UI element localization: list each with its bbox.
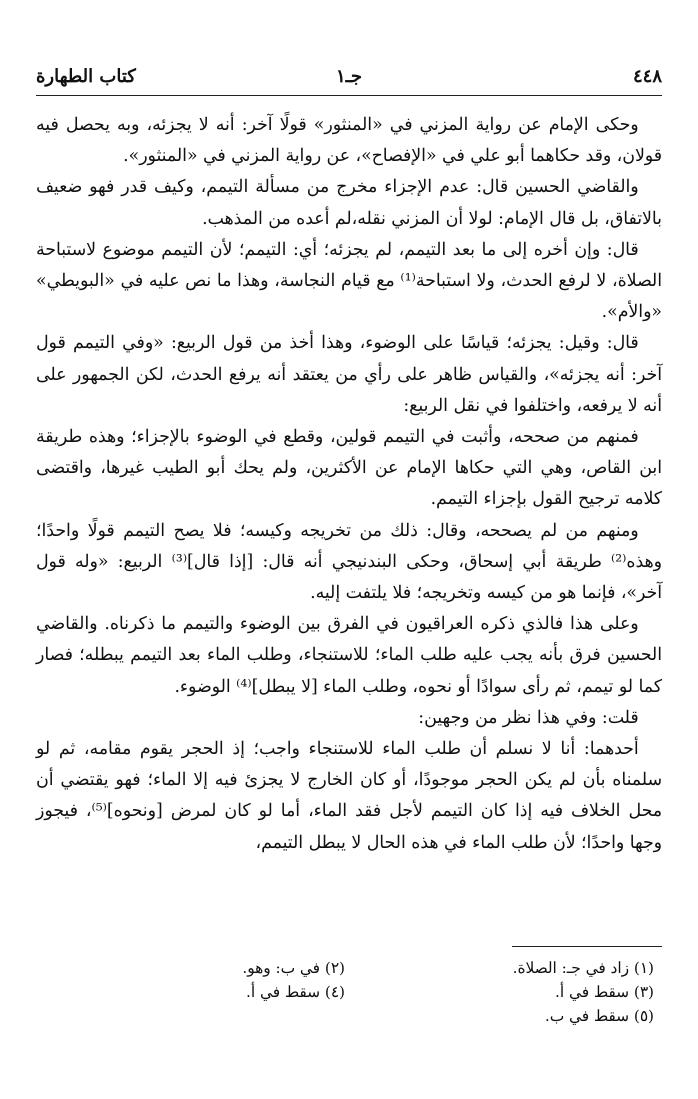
paragraph: وحكى الإمام عن رواية المزني في «المنثور» قولًا آخر: أنه لا يجزئه، وبه يحصل فيه قولان، وقد حكاهما أبو علي في «الإفصاح»، عن رواية المزني في «المنثور». xyxy=(36,115,662,167)
footnote: (١) زاد في جـ: الصلاة. xyxy=(512,959,654,977)
paragraph: وعلى هذا فالذي ذكره العراقيون في الفرق بين الوضوء والتيمم ما ذكرناه. والقاضي الحسين فرق بأنه يجب عليه طلب الماء؛ للاستنجاء، وطلب الماء بعد التيمم يبطله؛ فصار كما لو تيمم، ثم رأى سوادًا أو نحوه، وطلب الماء [لا يبطل]⁽⁴⁾ الوضوء. xyxy=(36,614,662,697)
volume-label: جـ١ xyxy=(335,66,363,87)
main-text xyxy=(36,104,662,859)
paragraph: قال: وإن أخره إلى ما بعد التيمم، لم يجزئه؛ أي: التيمم؛ لأن التيمم موضوع لاستباحة الصلاة، لا لرفع الحدث، ولا استباحة⁽¹⁾ مع قيام النجاسة، وهذا ما نص عليه في «البويطي» «والأم». xyxy=(36,239,662,323)
paragraph: أحدهما: أنا لا نسلم أن طلب الماء للاستنجاء واجب؛ إذ الحجر يقوم مقامه، ثم لو سلمناه بأن لم يكن الحجر موجودًا، أو كان الخارج لا يجزئ فيه إلا الماء؛ فهو يقتضي أن محل الخلاف فيه إذا كان التيمم لأجل فقد الماء، أما لو كان لمرض [ونحوه]⁽⁵⁾، فيجوز وجها واحدًا؛ لأن طلب الماء في هذه الحال لا يبطل التيمم، xyxy=(36,739,662,853)
book-title: كتاب الطهارة xyxy=(36,66,136,87)
paragraph: ومنهم من لم يصححه، وقال: ذلك من تخريجه وكيسه؛ فلا يصح التيمم قولًا واحدًا؛ وهذه⁽²⁾ طريقة أبي إسحاق، وحكى البندنيجي أنه قال: [إذا قال]⁽³⁾ الربيع: «وله قول آخر»، فإنما هو من كيسه وتخريجه؛ فلا يلتفت إليه. xyxy=(36,520,662,604)
header-divider xyxy=(36,95,662,96)
footnote: (٣) سقط في أ. xyxy=(555,983,654,1001)
footnote: (٥) سقط في ب. xyxy=(544,1007,654,1025)
paragraph: قلت: وفي هذا نظر من وجهين: xyxy=(418,707,639,728)
page-number: ٤٤٨ xyxy=(632,66,662,87)
footnote: (٤) سقط في أ. xyxy=(246,983,345,1001)
footnote-divider xyxy=(512,946,662,947)
footnotes xyxy=(36,956,654,1028)
paragraph: قال: وقيل: يجزئه؛ قياسًا على الوضوء، وهذا أخذ من قول الربيع: «وفي التيمم قول آخر: أنه يجزئه»، والقياس ظاهر على رأي من يعتقد أنه يرفع الحدث، لكن الجمهور على أنه لا يرفعه، واختلفوا في نقل الربيع: xyxy=(36,333,662,416)
paragraph: والقاضي الحسين قال: عدم الإجزاء مخرج من مسألة التيمم، وكيف قدر فهو ضعيف بالاتفاق، بل قال الإمام: لولا أن المزني نقله،لم أعده من المذهب. xyxy=(36,177,662,229)
paragraph: فمنهم من صححه، وأثبت في التيمم قولين، وقطع في الوضوء بالإجزاء؛ وهذه طريقة ابن القاص، وهي التي حكاها الإمام عن الأكثرين، ولم يحك أبو الطيب غيرها، واقتضى كلامه ترجيح القول بإجزاء التيمم. xyxy=(36,427,662,510)
footnote: (٢) في ب: وهو. xyxy=(242,959,345,977)
page-header xyxy=(36,66,662,92)
